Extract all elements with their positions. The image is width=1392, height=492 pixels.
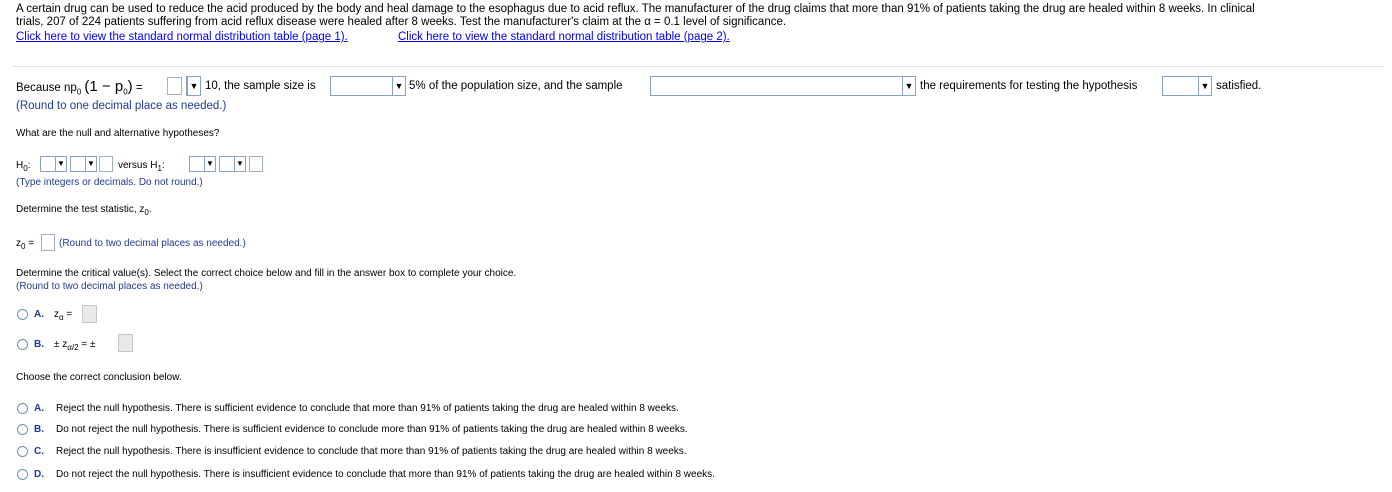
h1-parameter-select[interactable] <box>189 156 216 172</box>
critical-option-b-expr: ± $z_{\alpha/2}$ = ± <box>54 339 96 352</box>
z0-answer-box[interactable] <box>41 234 55 251</box>
chevron-down-icon: ▼ <box>902 77 915 95</box>
normal-table-page2-link[interactable]: Click here to view the standard normal distribution table (page 2). <box>398 31 730 43</box>
test-statistic-prompt: Determine the test statistic, $z_0$. <box>16 204 152 217</box>
round-note-integers: (Type integers or decimals. Do not round.) <box>16 177 203 188</box>
critical-option-b-letter: B. <box>34 339 44 350</box>
normal-table-page1-link[interactable]: Click here to view the standard normal distribution table (page 1). <box>16 31 348 43</box>
conclusion-option-d-radio[interactable] <box>17 469 28 480</box>
problem-text-line1: A certain drug can be used to reduce the acid produced by the body and heal damage to the esophagus due to acid reflux. The manufacturer of the drug claims that more than 91% of patients taking the drug are healed within 8 weeks. In clinical <box>16 3 1255 15</box>
chevron-down-icon: ▼ <box>392 77 405 95</box>
z0-label: $z_0$ = <box>16 238 35 251</box>
conclusion-option-a-letter: A. <box>34 403 44 414</box>
critical-option-a-letter: A. <box>34 309 44 320</box>
requirements-text-1: 10, the sample size is <box>205 80 316 92</box>
problem-text-line2: trials, 207 of 224 patients suffering from acid reflux disease were healed after 8 weeks. Test the manufacturer's claim at the α = 0.1 level of significance. <box>16 16 787 28</box>
chevron-down-icon: ▼ <box>187 77 200 95</box>
round-note-two-decimals: (Round to two decimal places as needed.) <box>59 238 246 249</box>
h1-operator-select[interactable] <box>219 156 246 172</box>
requirements-text-2: 5% of the population size, and the sample <box>409 80 623 92</box>
critical-value-prompt: Determine the critical value(s). Select the correct choice below and fill in the answer box to complete your choice. <box>16 268 517 279</box>
chevron-down-icon: ▼ <box>234 157 245 171</box>
sample-type-select[interactable] <box>650 76 916 96</box>
critical-option-b-box[interactable] <box>118 334 133 352</box>
critical-option-a-box[interactable] <box>82 305 97 323</box>
inequality-select[interactable] <box>186 76 201 96</box>
h0-label: $H_0$: <box>16 160 31 173</box>
h0-value-box[interactable] <box>99 156 113 172</box>
divider <box>12 66 1384 67</box>
sample-size-select[interactable] <box>330 76 406 96</box>
h0-parameter-select[interactable] <box>40 156 67 172</box>
h0-operator-select[interactable] <box>70 156 97 172</box>
versus-h1-label: versus $H_1$: <box>118 160 165 173</box>
chevron-down-icon: ▼ <box>55 157 66 171</box>
critical-round-note: (Round to two decimal places as needed.) <box>16 281 203 292</box>
requirements-met-select[interactable] <box>1162 76 1212 96</box>
chevron-down-icon: ▼ <box>85 157 96 171</box>
requirements-text-4: satisfied. <box>1216 80 1262 92</box>
conclusion-option-c-letter: C. <box>34 446 44 457</box>
hypotheses-question: What are the null and alternative hypotheses? <box>16 128 220 139</box>
requirements-prefix: Because $np_0$ $(1 - p_0)$ = <box>16 78 143 97</box>
conclusion-option-d-letter: D. <box>34 469 44 480</box>
round-note-one-decimal: (Round to one decimal place as needed.) <box>16 100 227 112</box>
conclusion-prompt: Choose the correct conclusion below. <box>16 372 182 383</box>
requirements-text-3: the requirements for testing the hypothesis <box>920 80 1138 92</box>
critical-option-a-radio[interactable] <box>17 309 28 320</box>
critical-option-a-expr: $z_\alpha$ = <box>54 309 73 322</box>
conclusion-option-a-radio[interactable] <box>17 403 28 414</box>
chevron-down-icon: ▼ <box>1198 77 1211 95</box>
conclusion-option-b-letter: B. <box>34 424 44 435</box>
conclusion-option-c-radio[interactable] <box>17 446 28 457</box>
h1-value-box[interactable] <box>249 156 263 172</box>
conclusion-option-d-text[interactable]: Do not reject the null hypothesis. There is insufficient evidence to conclude that more than 91% of patients taking the drug are healed within 8 weeks. <box>56 469 715 480</box>
conclusion-option-b-radio[interactable] <box>17 424 28 435</box>
npq-answer-box[interactable] <box>167 77 182 95</box>
conclusion-option-b-text[interactable]: Do not reject the null hypothesis. There is sufficient evidence to conclude more than 91% of patients taking the drug are healed within 8 weeks. <box>56 424 688 435</box>
conclusion-option-c-text[interactable]: Reject the null hypothesis. There is insufficient evidence to conclude that more than 91% of patients taking the drug are healed within 8 weeks. <box>56 446 687 457</box>
critical-option-b-radio[interactable] <box>17 339 28 350</box>
chevron-down-icon: ▼ <box>204 157 215 171</box>
conclusion-option-a-text[interactable]: Reject the null hypothesis. There is sufficient evidence to conclude that more than 91% of patients taking the drug are healed within 8 weeks. <box>56 403 679 414</box>
